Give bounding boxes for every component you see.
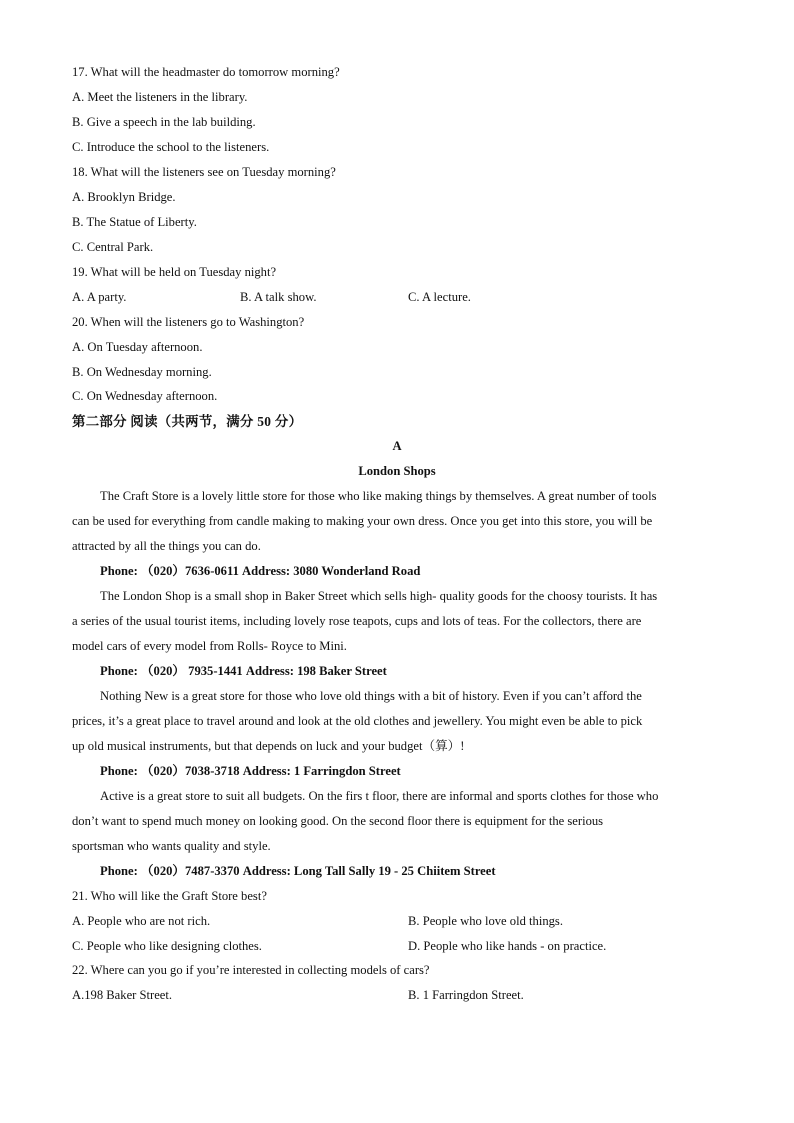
- q19-option-c: C. A lecture.: [408, 290, 471, 304]
- q18-option-c: C. Central Park.: [72, 240, 154, 254]
- q22-option-b: B. 1 Farringdon Street.: [408, 988, 524, 1002]
- paragraph-line: can be used for everything from candle making to making your own dress. Once you get into this store, you will be: [72, 514, 653, 528]
- passage-letter: A: [392, 439, 402, 453]
- q17-option-a: A. Meet the listeners in the library.: [72, 90, 248, 104]
- q20-option-b: B. On Wednesday morning.: [72, 365, 212, 379]
- q21-option-d: D. People who like hands - on practice.: [408, 939, 607, 953]
- q20-option-c: C. On Wednesday afternoon.: [72, 389, 218, 403]
- q21-option-a: A. People who are not rich.: [72, 914, 211, 928]
- shop-contact: Phone: （020）7487-3370 Address: Long Tall Sally 19 - 25 Chiitem Street: [100, 864, 496, 878]
- question-19: 19. What will be held on Tuesday night?: [72, 265, 277, 279]
- question-22: 22. Where can you go if you’re interested in collecting models of cars?: [72, 963, 430, 977]
- q19-options: [72, 285, 724, 310]
- paragraph-line: sportsman who wants quality and style.: [72, 839, 271, 853]
- paragraph-line: don’t want to spend much money on looking good. On the second floor there is equipment for the serious: [72, 814, 604, 828]
- q21-option-b: B. People who love old things.: [408, 914, 563, 928]
- paragraph-line: a series of the usual tourist items, including lovely rose teapots, cups and lots of teas. For the collectors, there are: [72, 614, 642, 628]
- q21-option-c: C. People who like designing clothes.: [72, 939, 262, 953]
- q21-options-row1: [72, 909, 724, 934]
- shop-contact: Phone: （020）7038-3718 Address: 1 Farringdon Street: [100, 764, 401, 778]
- q19-option-b: B. A talk show.: [240, 290, 317, 304]
- shop-contact: Phone: （020） 7935-1441 Address: 198 Baker Street: [100, 664, 387, 678]
- q17-option-b: B. Give a speech in the lab building.: [72, 115, 256, 129]
- paragraph-line: prices, it’s a great place to travel around and look at the old clothes and jewellery. You might even be able to pick: [72, 714, 643, 728]
- q18-option-b: B. The Statue of Liberty.: [72, 215, 197, 229]
- part2-heading: 第二部分 阅读（共两节，满分 50 分）: [72, 414, 303, 429]
- paragraph-line: The Craft Store is a lovely little store for those who like making things by themselves. A great number of tools: [100, 489, 657, 503]
- q20-option-a: A. On Tuesday afternoon.: [72, 340, 203, 354]
- question-21: 21. Who will like the Graft Store best?: [72, 889, 267, 903]
- q22-option-a: A.198 Baker Street.: [72, 988, 173, 1002]
- passage-title: London Shops: [358, 464, 436, 478]
- paragraph-line: attracted by all the things you can do.: [72, 539, 261, 553]
- q18-option-a: A. Brooklyn Bridge.: [72, 190, 176, 204]
- q22-options: [72, 983, 724, 1008]
- question-20: 20. When will the listeners go to Washington?: [72, 315, 305, 329]
- paragraph-line: Active is a great store to suit all budgets. On the firs t floor, there are informal and sports clothes for those who: [100, 789, 659, 803]
- question-18: 18. What will the listeners see on Tuesday morning?: [72, 165, 336, 179]
- q17-option-c: C. Introduce the school to the listeners.: [72, 140, 270, 154]
- shop-contact: Phone: （020）7636-0611 Address: 3080 Wonderland Road: [100, 564, 421, 578]
- q21-options-row2: [72, 934, 724, 959]
- paragraph-line: The London Shop is a small shop in Baker Street which sells high- quality goods for the choosy tourists. It has: [100, 589, 658, 603]
- paragraph-line: up old musical instruments, but that depends on luck and your budget（算）!: [72, 739, 465, 753]
- paragraph-line: model cars of every model from Rolls- Royce to Mini.: [72, 639, 347, 653]
- paragraph-line: Nothing New is a great store for those who love old things with a bit of history. Even if you can’t afford the: [100, 689, 642, 703]
- q19-option-a: A. A party.: [72, 290, 127, 304]
- question-17: 17. What will the headmaster do tomorrow morning?: [72, 65, 340, 79]
